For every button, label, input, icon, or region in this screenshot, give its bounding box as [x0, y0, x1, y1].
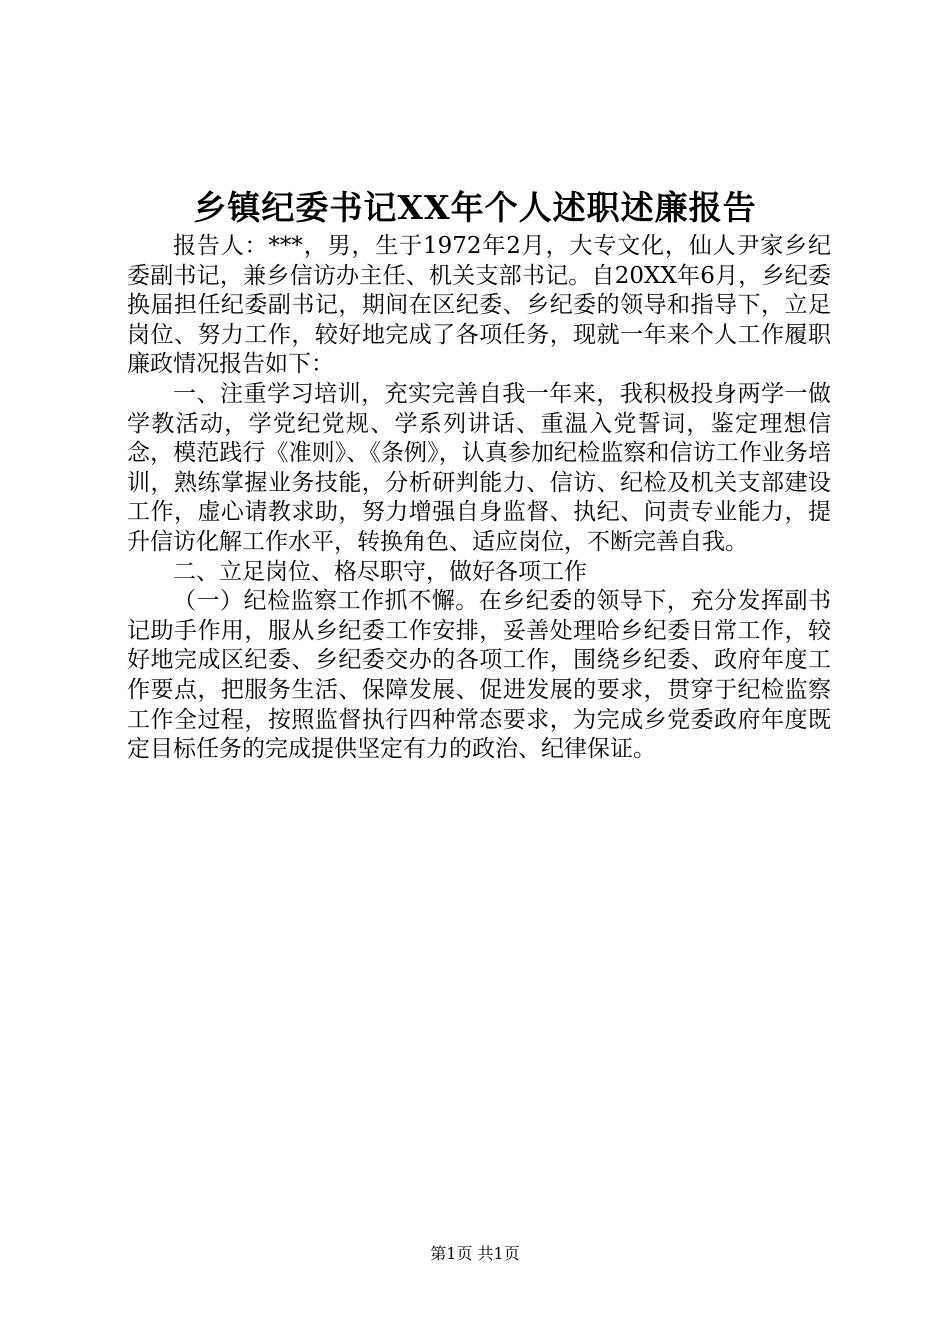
paragraph-section-two-heading: 二、立足岗位、格尽职守，做好各项工作 — [173, 558, 587, 585]
paragraph-subsection-one: （一）纪检监察工作抓不懈。在乡纪委的领导下，充分发挥副书记助手作用，服从乡纪委工作安排，妥善处理哈乡纪委日常工作，较好地完成区纪委、乡纪委交办的各项工作，围绕乡纪委、政府年度工作要点，把服务生活、保障发展、促进发展的要求，贯穿于纪检监察工作全过程，按照监督执行四种常态要求，为完成乡党委政府年度既定目标任务的完成提供坚定有力的政治、纪律保证。 — [127, 588, 831, 763]
document-body — [127, 232, 831, 765]
document-title: 乡镇纪委书记XX年个人述职述廉报告 — [193, 188, 757, 227]
paragraph-section-one: 一、注重学习培训，充实完善自我一年来，我积极投身两学一做学教活动，学党纪党规、学系列讲话、重温入党誓词，鉴定理想信念，模范践行《准则》、《条例》，认真参加纪检监察和信访工作业务培训，熟练掌握业务技能，分析研判能力、信访、纪检及机关支部建设工作，虚心请教求助，努力增强自身监督、执纪、问责专业能力，提升信访化解工作水平，转换角色、适应岗位，不断完善自我。 — [127, 380, 831, 555]
paragraph-intro: 报告人：***，男，生于1972年2月，大专文化，仙人尹家乡纪委副书记，兼乡信访办主任、机关支部书记。自20XX年6月，乡纪委换届担任纪委副书记，期间在区纪委、乡纪委的领导和指导下，立足岗位、努力工作，较好地完成了各项任务，现就一年来个人工作履职廉政情况报告如下： — [127, 233, 831, 378]
page-footer: 第1页 共1页 — [430, 1244, 520, 1263]
